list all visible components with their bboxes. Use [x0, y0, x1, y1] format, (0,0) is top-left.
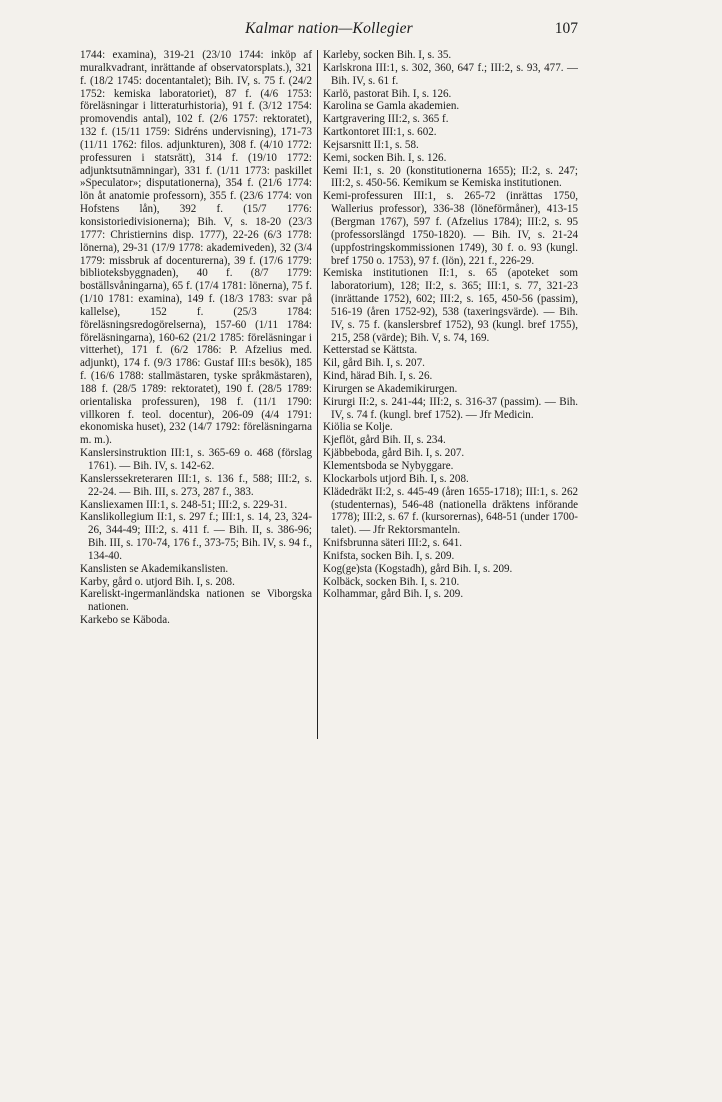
right-column — [318, 49, 578, 1089]
index-entry: Kartgravering III:2, s. 365 f. — [323, 113, 449, 126]
index-entry: Kansliexamen III:1, s. 248-51; III:2, s. 229-31. — [80, 498, 288, 511]
index-entry: Kanslisten se Akademikanslisten. — [80, 562, 229, 575]
index-columns — [80, 49, 578, 1089]
index-entry: Kartkontoret III:1, s. 602. — [323, 126, 437, 139]
index-entry: Karby, gård o. utjord Bih. I, s. 208. — [80, 575, 235, 588]
index-entry: Kemi-professuren III:1, s. 265-72 (inrättas 1750, Wallerius professor), 336-38 (löneförmåner), 413-15 (Bergman 1767), 597 f. (Afzelius 1784); III:2, s. 95 (professorslängd 1750-1820). — Bih. IV, s. 21-24 (uppfostringskommissionen 1749), 30 f. o. 93 (kungl. bref 1750 o. 1753), 97 f. (lön), 221 f., 226-29. — [323, 190, 578, 267]
index-entry: Klockarbols utjord Bih. I, s. 208. — [323, 472, 469, 485]
index-entry: Karlskrona III:1, s. 302, 360, 647 f.; III:2, s. 93, 477. — Bih. IV, s. 61 f. — [323, 61, 578, 87]
index-entry: Kemi, socken Bih. I, s. 126. — [323, 151, 447, 164]
index-entry: Kog(ge)sta (Kogstadh), gård Bih. I, s. 209. — [323, 562, 513, 575]
index-entry: Kiölia se Kolje. — [323, 421, 393, 434]
page-header — [80, 20, 578, 46]
index-entry: Kanslikollegium II:1, s. 297 f.; III:1, s. 14, 23, 324-26, 344-49; III:2, s. 411 f. — Bih. II, s. 386-96; Bih. III, s. 170-74, 176 f., 373-75; Bih. IV, s. 94 f., 134-40. — [80, 511, 312, 562]
index-entry: Kirurgi II:2, s. 241-44; III:2, s. 316-37 (passim). — Bih. IV, s. 74 f. (kungl. bref 1752). — Jfr Medicin. — [323, 395, 578, 421]
index-entry: Kolhammar, gård Bih. I, s. 209. — [323, 588, 464, 601]
index-entry: Karolina se Gamla akademien. — [323, 100, 460, 113]
index-entry: Karleby, socken Bih. I, s. 35. — [323, 49, 452, 61]
index-entry: Kareliskt-ingermanländska nationen se Viborgska nationen. — [80, 588, 312, 614]
index-entry: Ketterstad se Kättsta. — [323, 344, 418, 357]
index-entry: Karlö, pastorat Bih. I, s. 126. — [323, 87, 452, 100]
index-entry: Kjeflöt, gård Bih. II, s. 234. — [323, 434, 446, 447]
index-entry: Karkebo se Käboda. — [80, 614, 170, 627]
index-entry: Klementsboda se Nybyggare. — [323, 460, 454, 472]
page-number: 107 — [554, 20, 578, 37]
index-entry: 1744: examina), 319-21 (23/10 1744: inköp af muralkvadrant, inrättande af observatorsplats.), 321 f. (18/2 1745: docentantalet); Bih. IV, s. 75 f. (24/2 1752: kemiska laboratoriet), 87 f. (4/6 1753: föreläsningar i litteraturhistoria), 91 f. (3/12 1754: promovendis antal), 102 f. (2/6 1757: rektoratet), 132 f. (15/11 1759: Sidréns undervisning), 171-73 (11/11 1762: filos. adjunkturen), 308 f. (4/10 1772: professuren i statsrätt), 314 f. (19/10 1772: adjunktsutnämningar), 331 f. (1/11 1773: paskillet »Speculator»; disputationerna), 354 f. (21/6 1774: lön åt anatomie professorn), 355 f. (23/6 1774: von Hofstens lån), 392 f. (15/7 1776: konsistoriedivisionerna); Bih. V, s. 18-20 (23/3 1777: Christiernins disp. 1777), 22-26 (6/3 1778: lönerna), 29-31 (17/9 1778: akademiveden), 32 (3/4 1779: missbruk af docenturerna), 39 f. (17/6 1779: biblioteksbyggnaden), 40 f. (8/7 1779: boställsvåningarna), 65 f. (17/4 1781: lönerna), 75 f. (1/10 1781: examina), 149 f. (18/3 1783: svar på kallelse), 152 f. (25/3 1784: föreläsningsredogörelserna), 157-60 (1/11 1784: föreläsningarna), 160-62 (21/2 1785: föreläsningar i vitterhet), 171 f. (6/2 1786: P. Afzelius med. adjunkt), 174 f. (9/3 1786: Gustaf III:s besök), 185 f. (16/6 1788: stallmästaren, tyske språkmästaren), 188 f. (28/5 1789: rektoratet), 190 f. (28/5 1789: orientaliska professuren), 198 f. (11/1 1790: villkoren f. teol. docentur), 206-09 (4/4 1791: ekonomiska huset), 232 (14/7 1792: föreläsningarna m. m.). — [80, 49, 312, 447]
index-entry: Kemiska institutionen II:1, s. 65 (apoteket som laboratorium), 128; II:2, s. 365; III:1, s. 77, 321-23 (inrättande 1752), 602; III:2, s. 165, 450-56 (passim), 516-19 (åren 1752-92), 538 (taxeringsvärde). — Bih. IV, s. 75 f. (kanslersbref 1752), 93 (kungl. bref 1755), 215, 258 (värde); Bih. V, s. 74, 169. — [323, 267, 578, 344]
index-entry: Kanslersinstruktion III:1, s. 365-69 o. 468 (förslag 1761). — Bih. IV, s. 142-62. — [80, 447, 312, 472]
index-entry: Kirurgen se Akademikirurgen. — [323, 382, 458, 395]
index-entry: Kind, härad Bih. I, s. 26. — [323, 370, 433, 383]
index-entry: Kanslerssekreteraren III:1, s. 136 f., 588; III:2, s. 22-24. — Bih. III, s. 273, 287 f., 383. — [80, 472, 312, 498]
index-entry: Kejsarsnitt II:1, s. 58. — [323, 138, 419, 151]
index-entry: Kjäbbeboda, gård Bih. I, s. 207. — [323, 447, 465, 460]
index-entry: Klädedräkt II:2, s. 445-49 (åren 1655-1718); III:1, s. 262 (studenternas), 546-48 (nationella dräktens införande 1778); III:2, s. 67 f. (kursorernas), 648-51 (under 1700-talet). — Jfr Rektorsmanteln. — [323, 485, 578, 537]
index-entry: Knifsta, socken Bih. I, s. 209. — [323, 549, 455, 562]
index-entry: Kolbäck, socken Bih. I, s. 210. — [323, 575, 460, 588]
index-entry: Kemi II:1, s. 20 (konstitutionerna 1655); II:2, s. 247; III:2, s. 450-56. Kemikum se Kemiska institutionen. — [323, 164, 578, 190]
left-column — [80, 49, 317, 1089]
running-head: Kalmar nation—Kollegier — [245, 20, 413, 37]
index-entry: Knifsbrunna säteri III:2, s. 641. — [323, 537, 462, 550]
index-entry: Kil, gård Bih. I, s. 207. — [323, 357, 425, 370]
